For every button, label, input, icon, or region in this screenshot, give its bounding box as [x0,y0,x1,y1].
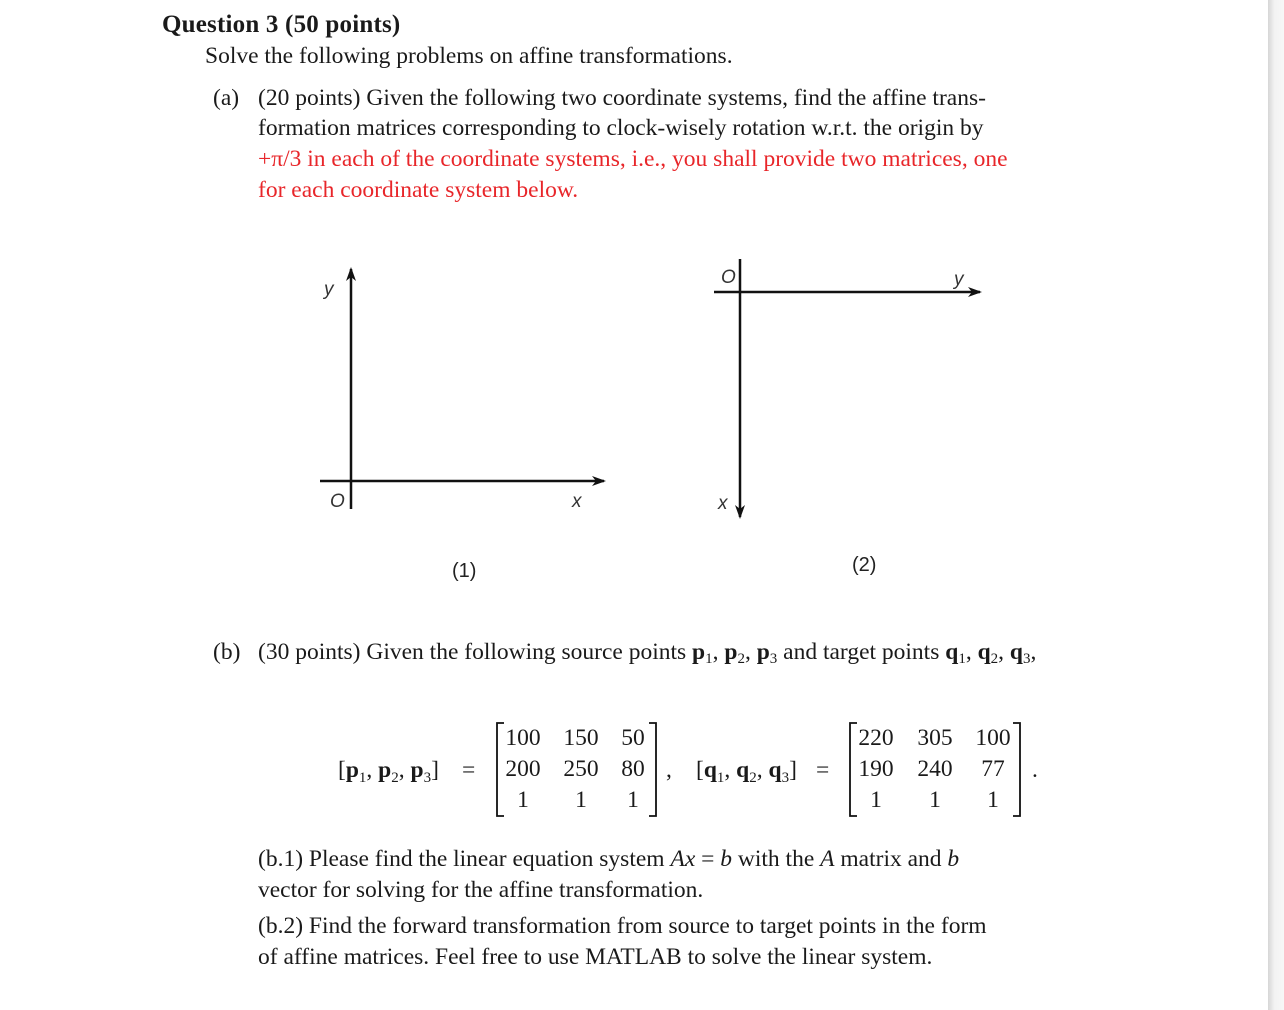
target-matrix-cell: 77 [981,756,1005,782]
diagram-1-origin-label: O [330,491,345,512]
matrix-separator-comma: , [666,757,672,783]
target-matrix-cell: 220 [858,725,894,751]
diagram-2-x-label: x [718,493,728,514]
b1-var-A: A [820,846,835,872]
lhs-close-bracket: ] [431,757,439,783]
b1-var-b: b [947,846,960,872]
point-q2-index: 2 [990,651,999,667]
lhs-q1: q [703,757,717,783]
point-q2: q [977,639,991,665]
part-b1-line-2: vector for solving for the affine transformation. [258,877,704,903]
lhs-q2: q [736,757,750,783]
part-b-label: (b) [213,639,241,665]
part-a-line-3: +π/3 in each of the coordinate systems, i.e., you shall provide two matrices, one [258,146,1008,172]
target-lhs [696,757,797,786]
source-matrix [505,725,644,813]
point-p1: p [692,639,706,665]
source-matrix-cell: 100 [505,725,541,751]
sep: , [1030,639,1037,665]
part-b-intro-mid: and target points [777,639,946,665]
lhs-q3: q [768,757,782,783]
lhs-sep: , [756,757,769,783]
b1-var-b: b [720,846,733,872]
target-matrix-left-bracket [850,723,857,816]
lhs-p1-index: 1 [358,770,367,786]
coordinate-diagram-2 [700,255,1000,585]
point-q1: q [945,639,959,665]
lhs-open-bracket: [ [338,757,346,783]
matrix-period: . [1032,757,1038,783]
lhs-p3-index: 3 [423,770,432,786]
b1-text: with the [732,846,821,872]
target-matrix-cell: 1 [987,787,999,813]
point-p3: p [756,639,770,665]
diagram-2-origin-label: O [721,267,736,288]
lhs-p1: p [345,757,359,783]
part-a-line-4: for each coordinate system below. [258,177,579,203]
target-matrix-cell: 190 [858,756,894,782]
target-matrix-cell: 240 [917,756,953,782]
target-matrix-cell: 1 [870,787,882,813]
b1-text: (b.1) Please find the linear equation system [258,846,671,872]
source-matrix-cell: 1 [517,787,529,813]
lhs-p2-index: 2 [391,770,399,786]
part-a-line-2: formation matrices corresponding to clock-wisely rotation w.r.t. the origin by [258,115,984,141]
target-equals: = [816,757,830,783]
part-a-label: (a) [213,85,240,111]
sep: , [744,639,757,665]
point-q3-index: 3 [1022,651,1031,667]
source-lhs [338,757,439,786]
source-matrix-cell: 1 [575,787,587,813]
source-matrix-left-bracket [497,723,504,816]
lhs-open-bracket: [ [696,757,704,783]
lhs-q1-index: 1 [716,770,725,786]
lhs-sep: , [366,757,379,783]
matrix-equation [330,715,1050,825]
point-p1-index: 1 [705,651,713,667]
lhs-p3: p [410,757,424,783]
source-matrix-cell: 1 [627,787,639,813]
coordinate-diagram-1 [300,255,630,595]
source-matrix-cell: 200 [505,756,541,782]
source-matrix-cell: 150 [563,725,599,751]
part-b-intro [258,637,1036,674]
point-p2: p [724,639,738,665]
part-b-intro-pre: (30 points) Given the following source points [258,639,693,665]
lhs-p2: p [378,757,392,783]
lhs-sep: , [398,757,411,783]
source-matrix-right-bracket [649,723,656,816]
lhs-sep: , [724,757,737,783]
b1-var-x: x [684,846,696,872]
b1-text: matrix and [834,846,948,872]
target-matrix [858,725,1010,813]
target-matrix-cell: 1 [929,787,941,813]
part-b2-line-2: of affine matrices. Feel free to use MATLAB to solve the linear system. [258,944,933,970]
question-heading: Question 3 (50 points) [162,11,401,38]
part-b2-line-1: (b.2) Find the forward transformation from source to target points in the form [258,913,987,939]
diagram-2-caption: (2) [852,554,877,576]
sep: , [965,639,978,665]
part-b1-line-1 [258,844,959,874]
part-a-line-1: (20 points) Given the following two coordinate systems, find the affine trans- [258,85,986,111]
target-matrix-right-bracket [1013,723,1020,816]
point-p3-index: 3 [769,651,778,667]
diagram-1-x-label: x [572,491,582,512]
b1-equals: = [695,846,721,872]
diagram-1-caption: (1) [452,560,477,582]
lhs-close-bracket: ] [789,757,797,783]
source-matrix-cell: 50 [621,725,645,751]
b1-var-A: A [670,846,685,872]
point-q3: q [1009,639,1023,665]
source-matrix-cell: 250 [563,756,599,782]
target-matrix-cell: 100 [975,725,1011,751]
point-p2-index: 2 [737,651,745,667]
lhs-q2-index: 2 [749,770,757,786]
page-edge [1268,0,1284,1010]
diagram-1-y-label: y [324,279,334,300]
diagram-2-y-label: y [954,269,964,290]
source-matrix-cell: 80 [621,756,645,782]
sep: , [998,639,1010,665]
question-intro: Solve the following problems on affine transformations. [205,43,733,69]
target-matrix-cell: 305 [917,725,953,751]
lhs-q3-index: 3 [781,770,790,786]
point-q1-index: 1 [958,651,966,667]
source-equals: = [462,757,476,783]
sep: , [712,639,725,665]
